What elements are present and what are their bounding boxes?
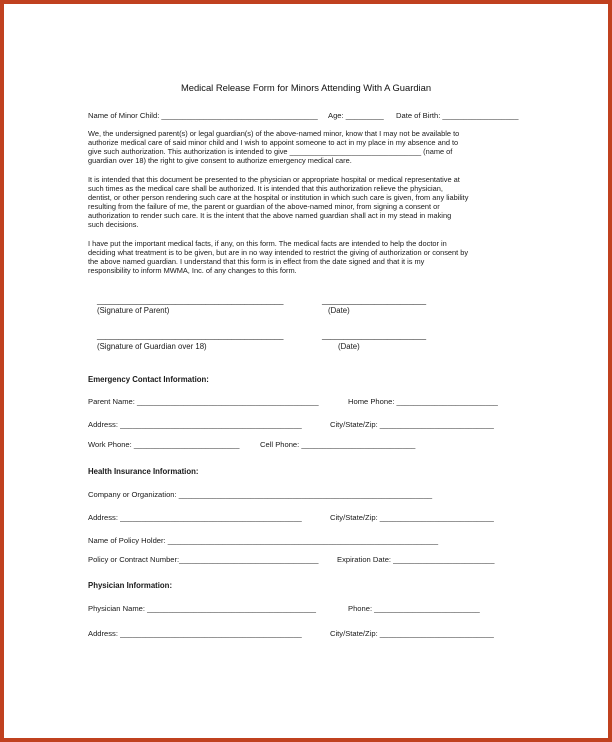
parent-signature-label: (Signature of Parent) (97, 306, 170, 315)
para2-line: authorization to render such care. It is the intent that the above named guardian shall act in my stead in making (88, 210, 452, 220)
para3-line: deciding what treatment is to be given, but are in no way intended to restrict the giving of authorization or consent by (88, 247, 469, 257)
para1-line: guardian over 18) the right to give consent to authorize emergency medical care. (88, 155, 352, 165)
dob-field[interactable]: Date of Birth: __________________ (396, 111, 519, 120)
parent-signature-line[interactable]: ___________________________________________ (97, 296, 284, 305)
emergency-heading: Emergency Contact Information: (88, 375, 209, 384)
para1-line: give such authorization. This authorization is intended to give ________________________________ (name of (88, 146, 453, 156)
company-field[interactable]: Company or Organization: ____________________________________________________________ (88, 490, 433, 499)
physician-name-field[interactable]: Physician Name: ________________________________________ (88, 604, 317, 613)
parent-name-field[interactable]: Parent Name: ___________________________________________ (88, 397, 319, 406)
insurance-address-field[interactable]: Address: ___________________________________________ (88, 513, 302, 522)
emergency-address-field[interactable]: Address: ___________________________________________ (88, 420, 302, 429)
age-field[interactable]: Age: _________ (328, 111, 384, 120)
para2-line: dentist, or other person rendering such care at the hospital or institution in which such care is given, from any liability (88, 192, 469, 202)
para3-line: I have put the important medical facts, if any, on this form. The medical facts are intended to help the doctor in (88, 239, 447, 248)
guardian-date-label: (Date) (338, 342, 360, 351)
policy-number-field[interactable]: Policy or Contract Number:_________________________________ (88, 555, 319, 564)
insurance-city-field[interactable]: City/State/Zip: ___________________________ (330, 513, 494, 522)
parent-date-label: (Date) (328, 306, 350, 315)
physician-heading: Physician Information: (88, 581, 173, 590)
para2-line: resulting from the failure of me, the parent or guardian of the above-named minor, from signing a consent or (88, 201, 440, 211)
para1-line: authorize medical care of said minor child and I wish to appoint someone to act in my place in my absence and to (88, 137, 459, 147)
physician-address-field[interactable]: Address: ___________________________________________ (88, 629, 302, 638)
insurance-heading: Health Insurance Information: (88, 467, 199, 476)
work-phone-field[interactable]: Work Phone: _________________________ (88, 440, 240, 449)
para1-line: We, the undersigned parent(s) or legal guardian(s) of the above-named minor, know that I may not be available to (88, 129, 460, 138)
expiration-field[interactable]: Expiration Date: ________________________ (337, 555, 495, 564)
home-phone-field[interactable]: Home Phone: ________________________ (348, 397, 498, 406)
physician-phone-field[interactable]: Phone: _________________________ (348, 604, 480, 613)
para2-line: such times as the medical care shall be authorized. It is intended that this authorization relieve the physician, (88, 183, 443, 193)
guardian-date-line[interactable]: ________________________ (322, 331, 427, 340)
para2-line: such decisions. (88, 219, 139, 229)
form-page (4, 4, 608, 738)
intent-paragraph (88, 176, 528, 229)
minor-name-field[interactable]: Name of Minor Child: _____________________________________ (88, 111, 318, 120)
para2-line: It is intended that this document be presented to the physician or appropriate hospital or medical representative at (88, 175, 460, 184)
guardian-signature-label: (Signature of Guardian over 18) (97, 342, 207, 351)
guardian-signature-line[interactable]: ___________________________________________ (97, 331, 284, 340)
para3-line: responsibility to inform MWMA, Inc. of any changes to this form. (88, 265, 297, 275)
physician-city-field[interactable]: City/State/Zip: ___________________________ (330, 629, 494, 638)
para3-line: the above named guardian. I understand that this form is in effect from the date signed and that it is my (88, 256, 425, 266)
consent-paragraph (88, 130, 528, 166)
parent-date-line[interactable]: ________________________ (322, 296, 427, 305)
medical-facts-paragraph (88, 240, 528, 276)
emergency-city-field[interactable]: City/State/Zip: ___________________________ (330, 420, 494, 429)
cell-phone-field[interactable]: Cell Phone: ___________________________ (260, 440, 416, 449)
policy-holder-field[interactable]: Name of Policy Holder: ________________________________________________________________ (88, 536, 439, 545)
form-title: Medical Release Form for Minors Attending With A Guardian (180, 82, 432, 93)
